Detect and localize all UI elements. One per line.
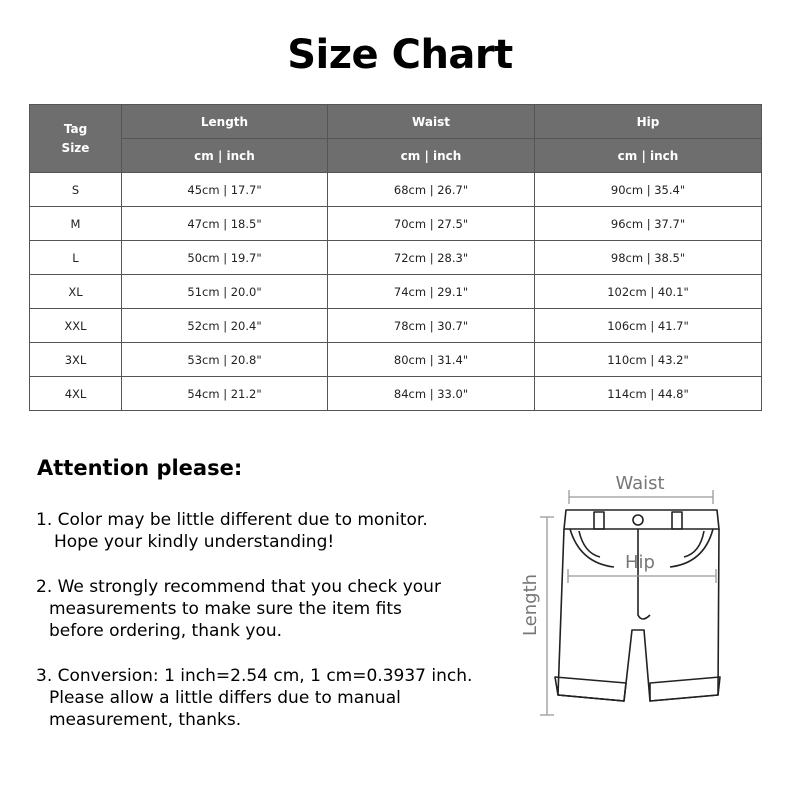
- hip-cell: 106cm | 41.7": [535, 309, 762, 343]
- length-measure-arrow: [540, 517, 554, 715]
- table-row: [30, 207, 762, 241]
- size-cell: XL: [30, 275, 122, 309]
- waist-cell: 80cm | 31.4": [328, 343, 535, 377]
- length-cell: 47cm | 18.5": [122, 207, 328, 241]
- waist-cell: 84cm | 33.0": [328, 377, 535, 411]
- waist-cell: 74cm | 29.1": [328, 275, 535, 309]
- size-cell: S: [30, 173, 122, 207]
- waist-label: Waist: [615, 473, 665, 494]
- note-line: 3. Conversion: 1 inch=2.54 cm, 1 cm=0.3937 inch.: [36, 666, 473, 686]
- tag-header-line2: Size: [61, 140, 90, 155]
- table-row: [30, 241, 762, 275]
- waist-cell: 68cm | 26.7": [328, 173, 535, 207]
- note-line: Please allow a little differs due to manual: [49, 688, 401, 708]
- note-line: measurements to make sure the item fits: [49, 599, 402, 619]
- note-item: [36, 665, 506, 731]
- size-cell: XXL: [30, 309, 122, 343]
- length-cell: 54cm | 21.2": [122, 377, 328, 411]
- length-cell: 50cm | 19.7": [122, 241, 328, 275]
- length-label: Length: [520, 573, 541, 637]
- table-row: [30, 275, 762, 309]
- hip-cell: 114cm | 44.8": [535, 377, 762, 411]
- size-cell: 3XL: [30, 343, 122, 377]
- shorts-outline: [555, 510, 720, 701]
- waist-header: Waist: [328, 105, 535, 139]
- table-row: [30, 309, 762, 343]
- attention-notes: [36, 509, 506, 754]
- length-unit-header: cm | inch: [122, 139, 328, 173]
- hip-cell: 102cm | 40.1": [535, 275, 762, 309]
- page-title: Size Chart: [287, 32, 513, 78]
- hip-header: Hip: [535, 105, 762, 139]
- note-line: 2. We strongly recommend that you check your: [36, 577, 441, 597]
- note-line: Hope your kindly understanding!: [54, 532, 335, 552]
- shorts-measurement-diagram: [510, 465, 740, 725]
- length-cell: 45cm | 17.7": [122, 173, 328, 207]
- attention-heading: Attention please:: [37, 456, 243, 480]
- note-line: 1. Color may be little different due to monitor.: [36, 510, 428, 530]
- length-cell: 52cm | 20.4": [122, 309, 328, 343]
- hip-label: Hip: [625, 552, 655, 573]
- table-row: [30, 343, 762, 377]
- hip-cell: 90cm | 35.4": [535, 173, 762, 207]
- note-line: measurement, thanks.: [49, 710, 242, 730]
- waist-cell: 72cm | 28.3": [328, 241, 535, 275]
- hip-unit-header: cm | inch: [535, 139, 762, 173]
- table-row: [30, 377, 762, 411]
- note-item: [36, 576, 506, 642]
- tag-size-header: [30, 105, 122, 173]
- waist-cell: 70cm | 27.5": [328, 207, 535, 241]
- size-table: [29, 104, 762, 411]
- length-header: Length: [122, 105, 328, 139]
- note-line: before ordering, thank you.: [49, 621, 283, 641]
- length-cell: 51cm | 20.0": [122, 275, 328, 309]
- note-item: [36, 509, 506, 553]
- hip-cell: 110cm | 43.2": [535, 343, 762, 377]
- hip-cell: 96cm | 37.7": [535, 207, 762, 241]
- waist-unit-header: cm | inch: [328, 139, 535, 173]
- size-cell: 4XL: [30, 377, 122, 411]
- table-row: [30, 173, 762, 207]
- waist-cell: 78cm | 30.7": [328, 309, 535, 343]
- size-cell: L: [30, 241, 122, 275]
- size-cell: M: [30, 207, 122, 241]
- tag-header-line1: Tag: [63, 121, 88, 136]
- hip-cell: 98cm | 38.5": [535, 241, 762, 275]
- length-cell: 53cm | 20.8": [122, 343, 328, 377]
